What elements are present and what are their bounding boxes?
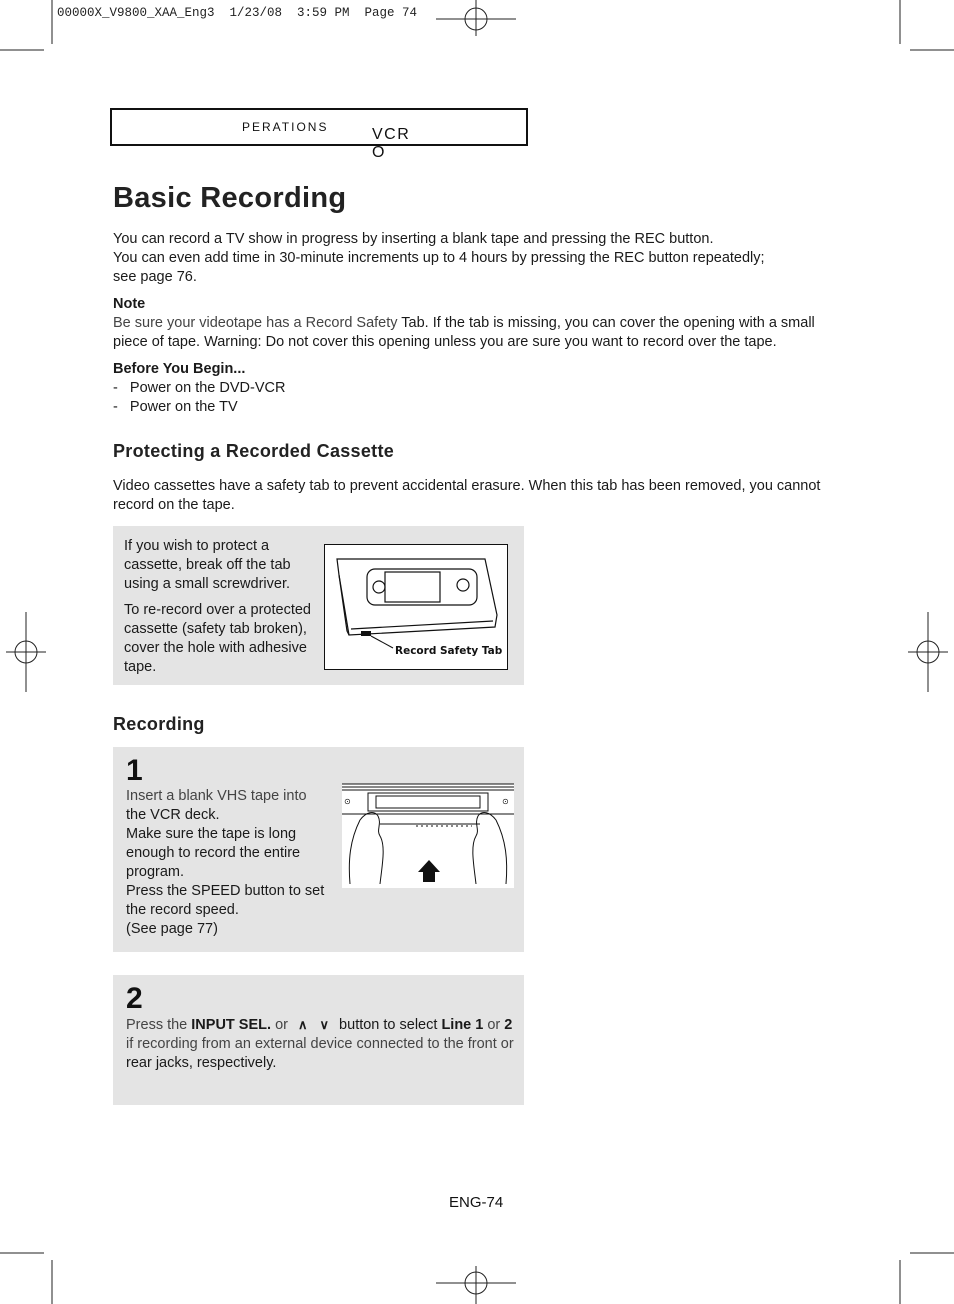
protecting-heading: Protecting a Recorded Cassette — [113, 441, 395, 461]
step-line: rear jacks, respectively. — [126, 1055, 277, 1071]
before-you-begin — [113, 360, 285, 417]
box-line: cassette (safety tab broken), — [124, 621, 307, 637]
box-line: cassette, break off the tab — [124, 557, 291, 573]
step-number: 2 — [126, 982, 143, 1015]
step-line: Insert a blank VHS tape into — [126, 788, 307, 804]
print-header: 00000X_V9800_XAA_Eng3 1/23/08 3:59 PM Page 74 — [57, 6, 418, 20]
protect-box-text — [124, 537, 311, 677]
step-1-text — [126, 787, 324, 939]
box-line: To re-record over a protected — [124, 602, 311, 618]
section-header — [110, 108, 528, 161]
step-line: the VCR deck. — [126, 807, 220, 823]
page-number: ENG-74 — [449, 1194, 504, 1211]
box-line: tape. — [124, 659, 157, 675]
note-text: Be sure your videotape has a Record Safety — [113, 315, 398, 331]
step-line: Press the SPEED button to set — [126, 883, 325, 899]
step-2-text — [126, 1015, 514, 1073]
protecting-line: Video cassettes have a safety tab to prevent accidental erasure. When this tab has been removed, you cannot — [113, 478, 821, 494]
down-arrow-icon: ∨ — [319, 1017, 330, 1032]
figure-label: Record Safety Tab — [395, 645, 503, 657]
before-heading: Before You Begin... — [113, 361, 246, 377]
box-line: using a small screwdriver. — [124, 576, 290, 592]
note-heading: Note — [113, 296, 146, 312]
intro-line: You can record a TV show in progress by inserting a blank tape and pressing the REC button. — [113, 231, 714, 247]
vcr-insert-illustration — [340, 780, 516, 888]
box-line: cover the hole with adhesive — [124, 640, 307, 656]
step-line: the record speed. — [126, 902, 239, 918]
step-text: button to select — [335, 1017, 442, 1033]
svg-text:⊙: ⊙ — [502, 797, 509, 806]
cassette-figure — [324, 544, 508, 670]
note-text: piece of tape. Warning: Do not cover this opening unless you are sure you want to record over the tape. — [113, 334, 777, 350]
step-text: INPUT SEL. — [191, 1017, 272, 1033]
intro-line: see page 76. — [113, 269, 197, 285]
list-item: - Power on the DVD-VCR — [113, 380, 286, 396]
note-text: Tab. If the tab is missing, you can cover the opening with a small — [397, 315, 815, 331]
step-line: (See page 77) — [126, 921, 218, 937]
list-item: - Power on the TV — [113, 399, 238, 415]
section-title-small: PERATIONS — [242, 120, 329, 134]
step-line: enough to record the entire — [126, 845, 301, 861]
note — [113, 295, 815, 352]
protecting-text — [113, 477, 820, 515]
step-line: Make sure the tape is long — [126, 826, 297, 842]
intro-text — [113, 230, 765, 287]
svg-text:⊙: ⊙ — [344, 797, 351, 806]
recording-heading: Recording — [113, 714, 205, 734]
section-title: VCR O — [372, 126, 411, 161]
page-title: Basic Recording — [113, 182, 347, 214]
step-text: Press the — [126, 1017, 192, 1033]
box-line: If you wish to protect a — [124, 538, 270, 554]
step-line: if recording from an external device connected to the front or — [126, 1036, 514, 1052]
up-arrow-icon: ∧ — [298, 1017, 308, 1032]
step-text: 2 — [504, 1017, 513, 1033]
step-line: program. — [126, 864, 185, 880]
step-text: or — [483, 1017, 505, 1033]
protecting-line: record on the tape. — [113, 497, 235, 513]
step-text: or — [271, 1017, 292, 1033]
step-text: Line 1 — [441, 1017, 484, 1033]
intro-line: You can even add time in 30-minute increments up to 4 hours by pressing the REC button repeatedly; — [113, 250, 765, 266]
step-number: 1 — [126, 754, 143, 787]
